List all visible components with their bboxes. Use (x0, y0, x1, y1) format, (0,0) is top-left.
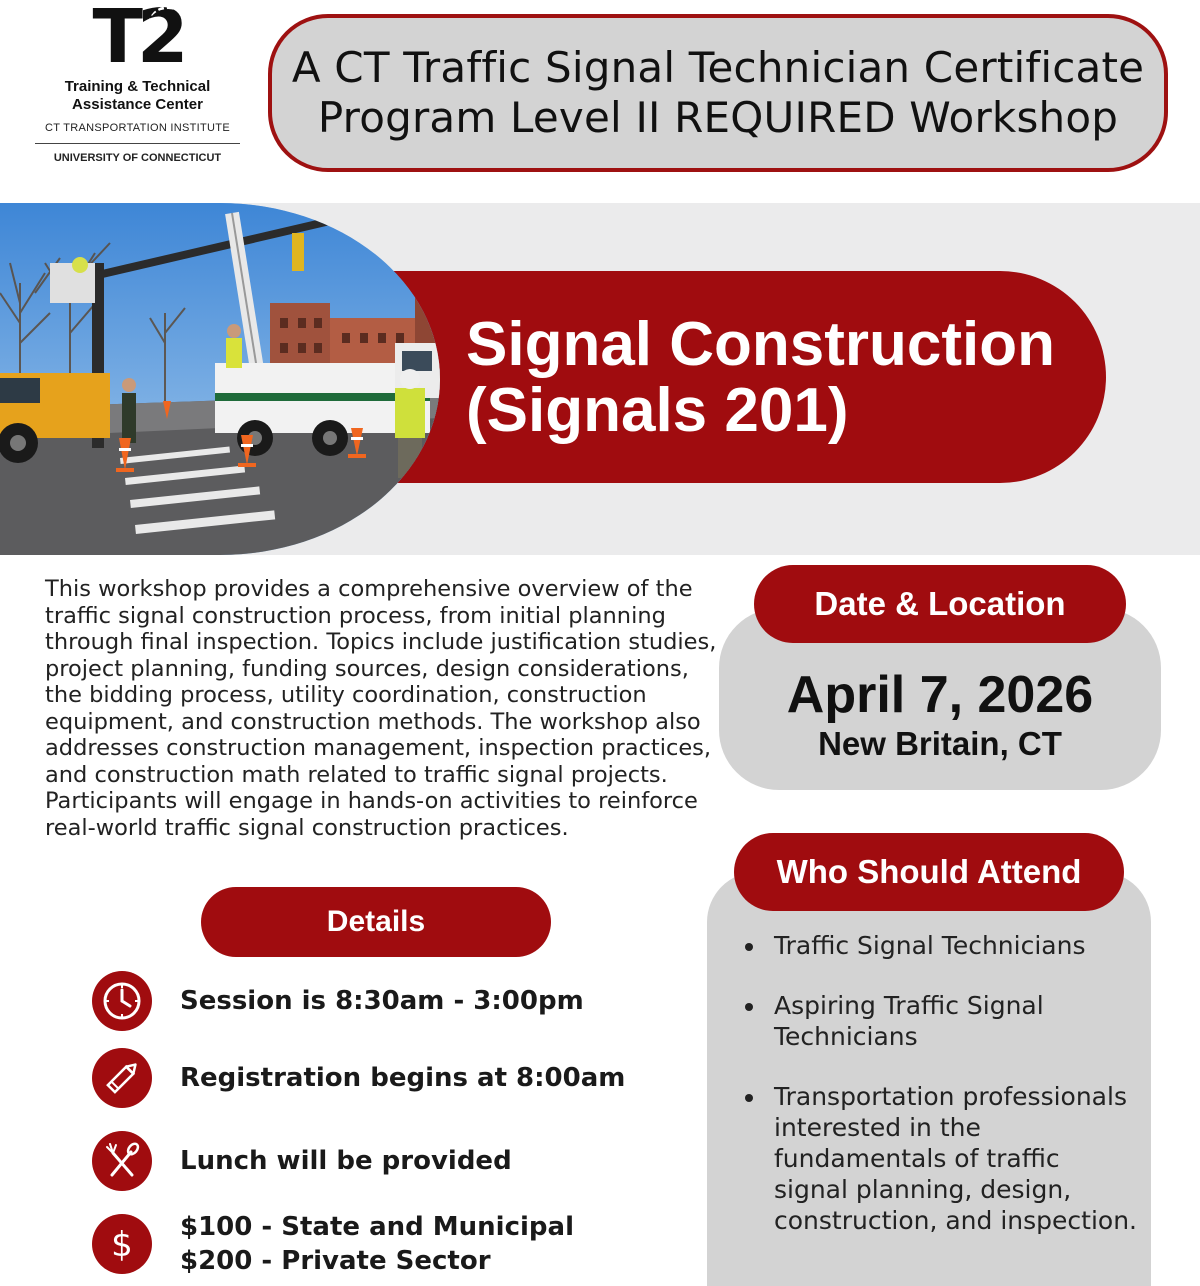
detail-lunch (92, 1131, 652, 1191)
detail-pricing (92, 1210, 652, 1278)
dollar-icon (92, 1214, 152, 1274)
detail-pricing-text (180, 1210, 574, 1278)
clock-icon (92, 971, 152, 1031)
audience-list (742, 930, 1137, 1265)
detail-lunch-text: Lunch will be provided (180, 1146, 512, 1176)
detail-registration (92, 1048, 652, 1108)
audience-item: Traffic Signal Technicians (742, 930, 1137, 961)
workshop-title-line1: Signal Construction (466, 310, 1055, 379)
audience-item: Transportation professionals interested in the fundamentals of traffic signal planning, design, construction, and inspection. (742, 1081, 1137, 1236)
price-private-sector: $200 - Private Sector (180, 1246, 491, 1276)
program-title-line1: A CT Traffic Signal Technician Certificate (291, 43, 1145, 92)
detail-registration-text: Registration begins at 8:00am (180, 1063, 626, 1093)
pencil-icon (92, 1048, 152, 1108)
detail-session-text: Session is 8:30am - 3:00pm (180, 986, 584, 1016)
t2-logo-mark: T2 (30, 4, 245, 70)
program-title-line2: Program Level II REQUIRED Workshop (317, 93, 1119, 142)
event-location: New Britain, CT (818, 725, 1062, 762)
event-date: April 7, 2026 (786, 666, 1094, 724)
logo-institute: CT TRANSPORTATION INSTITUTE (45, 122, 230, 134)
workshop-title-line2: (Signals 201) (466, 376, 849, 445)
work-crew-photo (0, 203, 440, 555)
workshop-title (466, 312, 1086, 444)
logo-university: UNIVERSITY OF CONNECTICUT (53, 152, 222, 164)
program-title-box (268, 14, 1168, 172)
workshop-description: This workshop provides a comprehensive overview of the traffic signal construction process, from initial planning through final inspection. Topics include justification studies, project planning, funding sources, design considerations, the bidding process, utility coordination, construction equipment, and construction methods. The workshop also addresses construction management, inspection practices, and construction math related to traffic signal projects. Participants will engage in hands-on activities to reinforce real-world traffic signal construction practices. (45, 576, 717, 841)
details-heading: Details (201, 887, 551, 957)
who-should-attend-heading: Who Should Attend (734, 833, 1124, 911)
logo-divider (35, 143, 240, 144)
t2-logo (30, 0, 245, 172)
detail-session-time (92, 971, 652, 1031)
date-location-heading: Date & Location (754, 565, 1126, 643)
svg-text:$: $ (111, 1225, 133, 1265)
price-state-municipal: $100 - State and Municipal (180, 1212, 574, 1242)
logo-center-name: Training & Technical Assistance Center (64, 78, 211, 113)
audience-item: Aspiring Traffic Signal Technicians (742, 990, 1137, 1052)
utensils-icon (92, 1131, 152, 1191)
